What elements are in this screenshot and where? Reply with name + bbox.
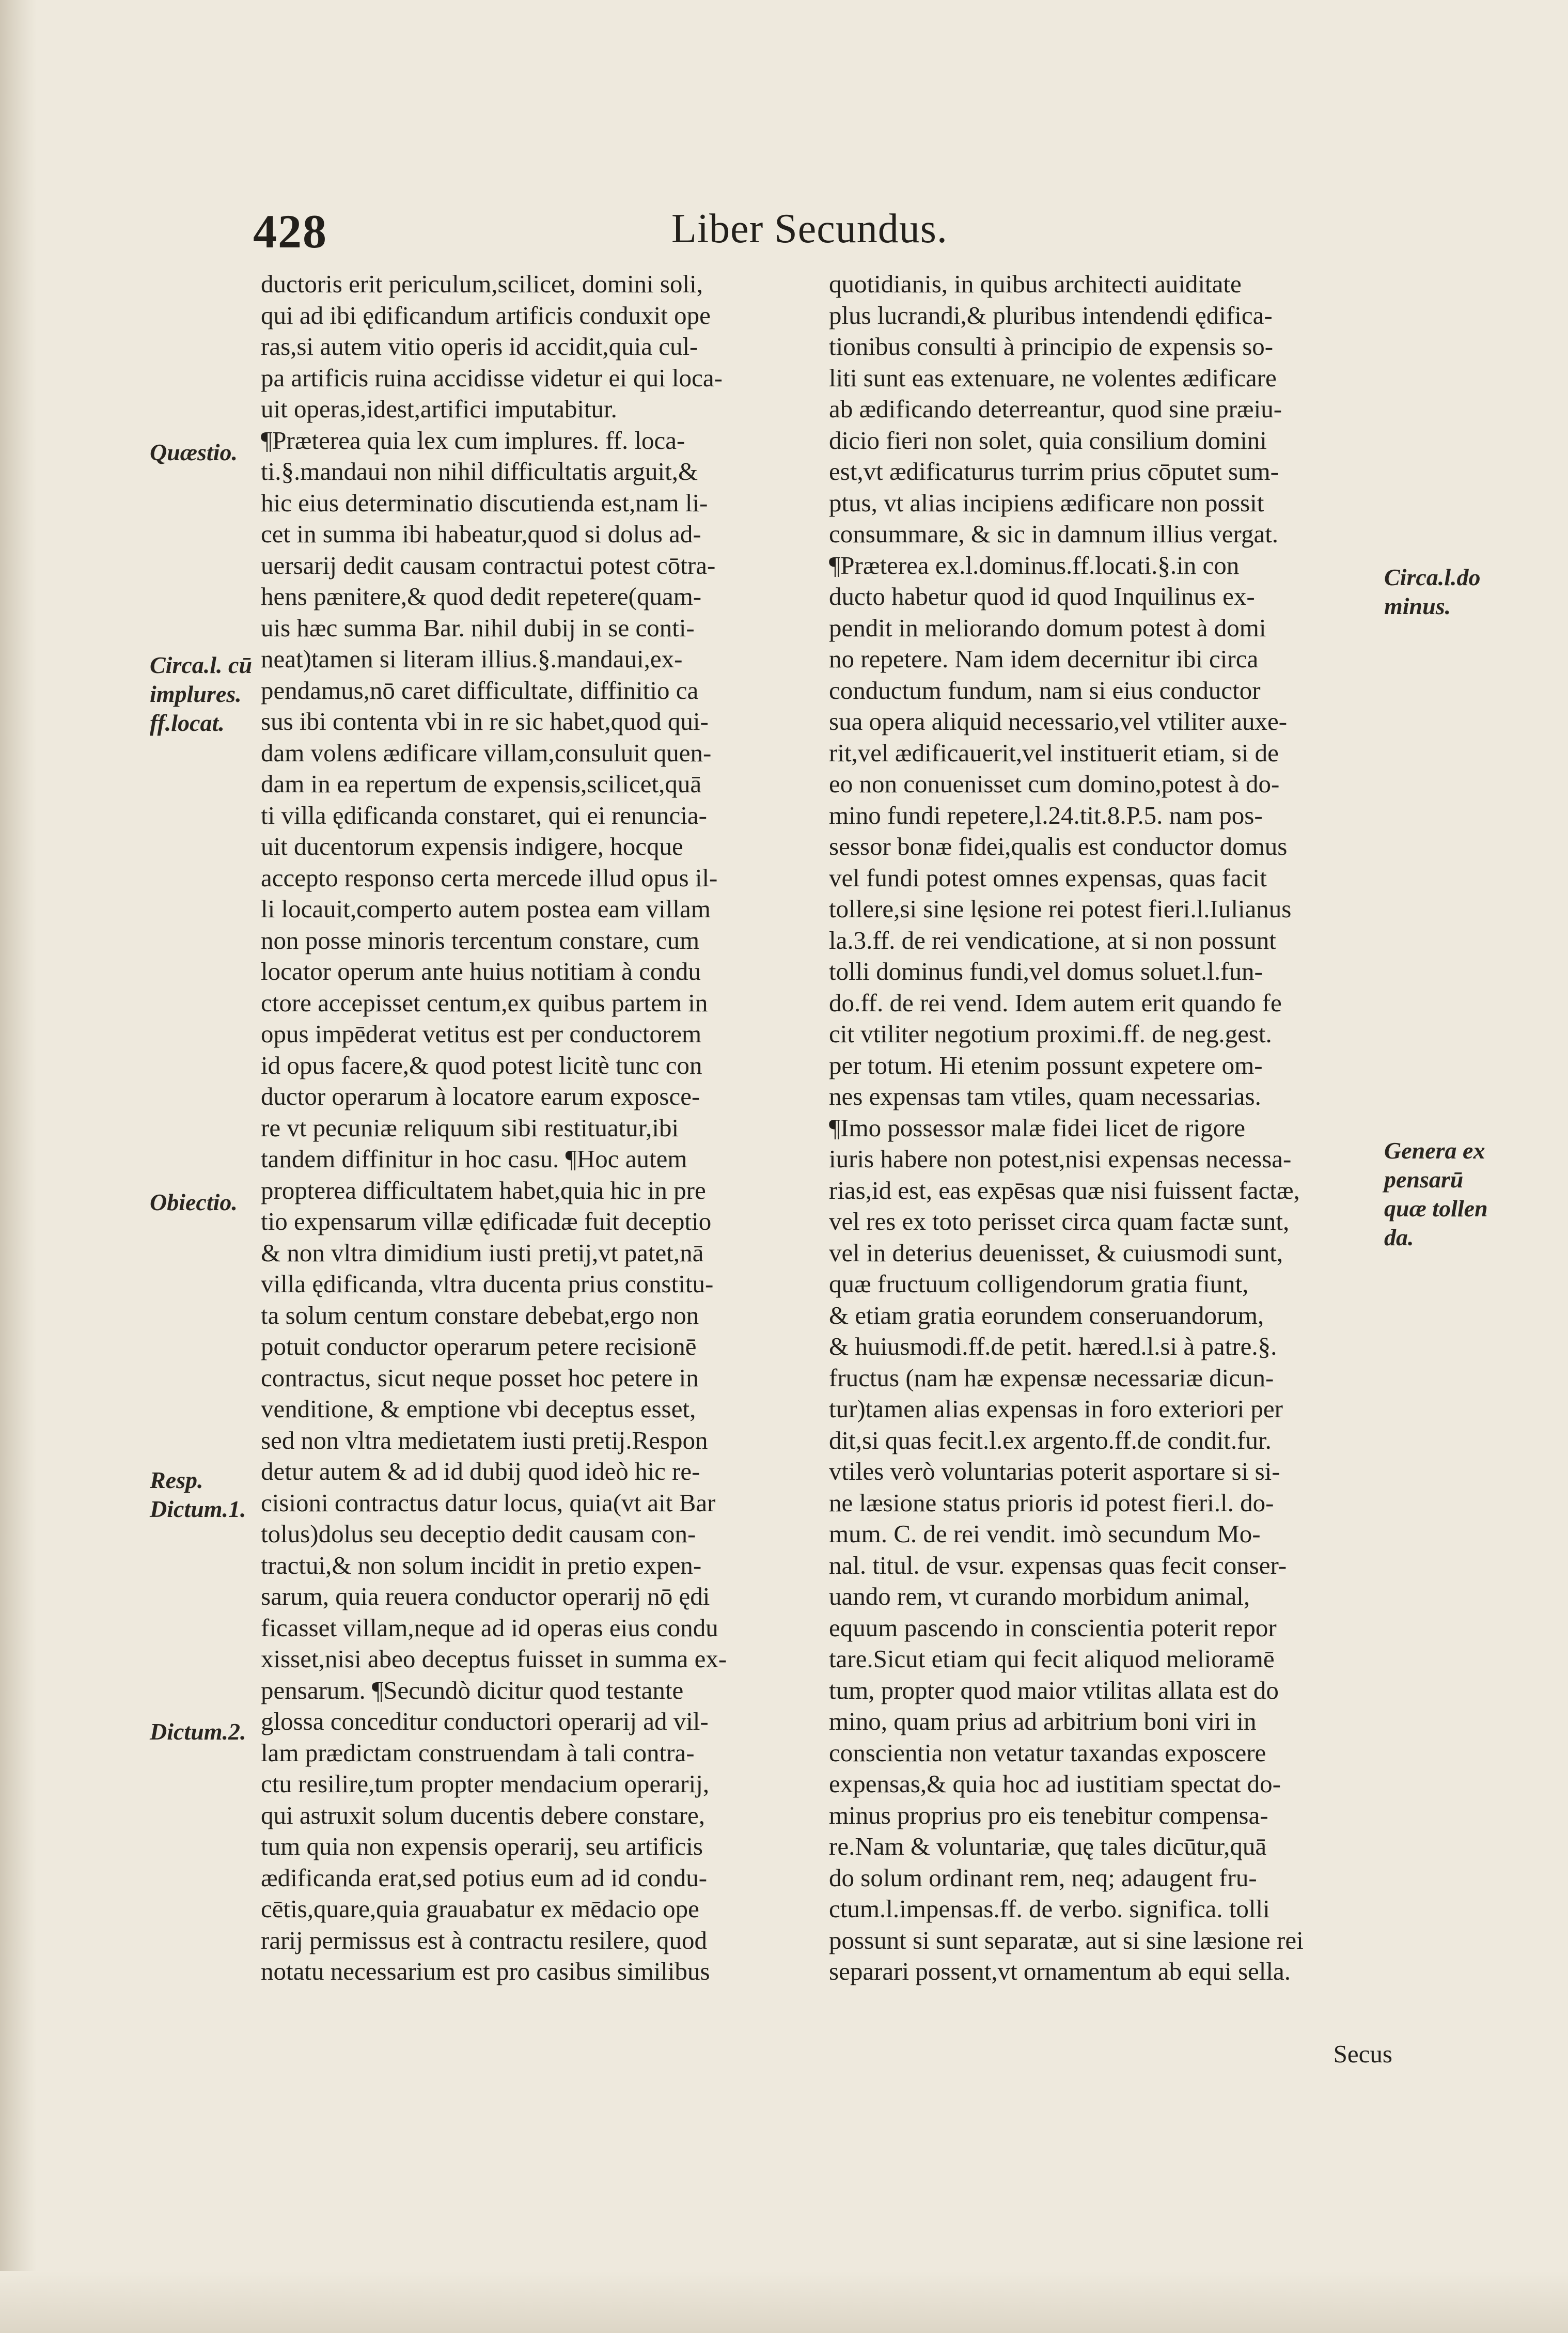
text-line: mino, quam prius ad arbitrium boni viri in	[829, 1707, 1257, 1735]
marginal-note-line: ff.locat.	[150, 710, 225, 736]
text-line: cētis,quare,quia grauabatur ex mēdacio ope	[261, 1894, 699, 1923]
running-head: Liber Secundus.	[671, 206, 948, 252]
text-line: ta solum centum constare debebat,ergo non	[261, 1301, 699, 1329]
text-line: glossa conceditur conductori operarij ad vil-	[261, 1707, 709, 1735]
text-line: qui ad ibi ędificandum artificis conduxit ope	[261, 301, 711, 330]
text-line: ædificanda erat,sed potius eum ad id condu-	[261, 1863, 708, 1892]
text-line: ctore accepisset centum,ex quibus partem in	[261, 988, 708, 1017]
page-number: 428	[253, 205, 327, 258]
text-line: dit,si quas fecit.l.ex argento.ff.de condit.fur.	[829, 1426, 1272, 1454]
text-line: ductoris erit periculum,scilicet, domini soli,	[261, 270, 703, 298]
text-line: id opus facere,& quod potest licitè tunc con	[261, 1051, 702, 1079]
marginal-note-line: Circa.l.do	[1384, 564, 1481, 590]
text-line: sarum, quia reuera conductor operarij nō ędi	[261, 1582, 710, 1610]
text-line: dam in ea repertum de expensis,scilicet,quā	[261, 770, 702, 798]
text-line: propterea difficultatem habet,quia hic in pre	[261, 1176, 706, 1204]
text-column-right	[829, 269, 1392, 1987]
text-line: notatu necessarium est pro casibus similibus	[261, 1957, 710, 1985]
marginal-note-line: Dictum.1.	[150, 1496, 246, 1522]
text-line: consummare, & sic in damnum illius vergat.	[829, 520, 1279, 548]
text-line: est,vt ædificaturus turrim prius cōputet sum-	[829, 457, 1279, 486]
text-line: tum quia non expensis operarij, seu artificis	[261, 1832, 703, 1860]
marginal-note-dictum2	[150, 1717, 263, 1746]
text-line: la.3.ff. de rei vendicatione, at si non possunt	[829, 926, 1276, 954]
text-line: nes expensas tam vtiles, quam necessarias.	[829, 1082, 1261, 1110]
text-line: uis hæc summa Bar. nihil dubij in se conti-	[261, 613, 695, 642]
text-line: sessor bonæ fidei,qualis est conductor domus	[829, 832, 1288, 860]
text-line: do solum ordinant rem, neq; adaugent fru-	[829, 1863, 1257, 1892]
marginal-note-line: Genera ex	[1384, 1137, 1485, 1164]
text-line: ¶Præterea quia lex cum implures. ff. loca-	[261, 426, 685, 455]
text-line: sua opera aliquid necessario,vel vtiliter auxe-	[829, 707, 1288, 735]
text-line: ctu resilire,tum propter mendacium operarij,	[261, 1770, 710, 1798]
text-line: tio expensarum villæ ędificadæ fuit deceptio	[261, 1207, 712, 1235]
text-line: sed non vltra medietatem iusti pretij.Respon	[261, 1426, 708, 1454]
text-line: re.Nam & voluntariæ, quę tales dicūtur,quā	[829, 1832, 1267, 1860]
marginal-note-circa-dominus	[1384, 563, 1555, 621]
text-line: uit operas,idest,artifici imputabitur.	[261, 395, 617, 423]
text-line: uersarij dedit causam contractui potest cōtra-	[261, 551, 716, 580]
text-line: cisioni contractus datur locus, quia(vt ait Bar	[261, 1488, 716, 1517]
marginal-note-circa-implures	[150, 651, 263, 738]
marginal-note-line: Dictum.2.	[150, 1718, 246, 1745]
text-line: & huiusmodi.ff.de petit. hæred.l.si à patre.§.	[829, 1332, 1277, 1360]
text-line: ptus, vt alias incipiens ædificare non possit	[829, 488, 1264, 517]
text-line: ab ædificando deterreantur, quod sine præiu-	[829, 395, 1282, 423]
text-line: tolus)dolus seu deceptio dedit causam con-	[261, 1520, 696, 1548]
text-line: locator operum ante huius notitiam à condu	[261, 957, 701, 985]
marginal-note-line: Circa.l. cū	[150, 652, 253, 678]
marginal-note-obiectio	[150, 1188, 263, 1217]
text-column-left	[261, 269, 813, 1987]
text-line: potuit conductor operarum petere recisionē	[261, 1332, 697, 1360]
text-line: pendamus,nō caret difficultate, diffinitio ca	[261, 676, 699, 704]
text-line: ctum.l.impensas.ff. de verbo. significa. tolli	[829, 1894, 1270, 1923]
catchword: Secus	[1333, 2040, 1392, 2068]
text-line: pa artificis ruina accidisse videtur ei qui loca-	[261, 363, 723, 392]
text-line: cet in summa ibi habeatur,quod si dolus ad-	[261, 520, 701, 548]
text-line: cit vtiliter negotium proximi.ff. de neg.gest.	[829, 1020, 1272, 1048]
text-line: conductum fundum, nam si eius conductor	[829, 676, 1261, 704]
marginal-note-line: Resp.	[150, 1467, 203, 1493]
text-line: tolli dominus fundi,vel domus soluet.l.fun-	[829, 957, 1263, 985]
text-line: fructus (nam hæ expensæ necessariæ dicun-	[829, 1363, 1274, 1392]
text-line: liti sunt eas extenuare, ne volentes ædificare	[829, 363, 1277, 392]
text-line: ras,si autem vitio operis id accidit,quia cul-	[261, 332, 698, 361]
text-line: neat)tamen si literam illius.§.mandaui,ex-	[261, 645, 683, 673]
marginal-note-line: implures.	[150, 681, 242, 707]
text-line: & etiam gratia eorundem conseruandorum,	[829, 1301, 1264, 1329]
text-line: li locauit,comperto autem postea eam villam	[261, 895, 711, 923]
marginal-note-questio	[150, 438, 263, 467]
marginal-note-line: Quæstio.	[150, 439, 238, 465]
text-line: tare.Sicut etiam qui fecit aliquod melioramē	[829, 1645, 1275, 1673]
text-line: non posse minoris tercentum constare, cum	[261, 926, 700, 954]
text-line: vel res ex toto perisset circa quam factæ sunt,	[829, 1207, 1290, 1235]
text-line: do.ff. de rei vend. Idem autem erit quando fe	[829, 988, 1282, 1017]
text-line: tur)tamen alias expensas in foro exteriori per	[829, 1395, 1283, 1423]
text-line: ne læsione status prioris id potest fieri.l. do-	[829, 1488, 1274, 1517]
text-line: uit ducentorum expensis indigere, hocque	[261, 832, 683, 860]
marginal-note-resp-dictum1	[150, 1466, 263, 1524]
text-line: tandem diffinitur in hoc casu. ¶Hoc autem	[261, 1145, 687, 1173]
text-line: dicio fieri non solet, quia consilium domini	[829, 426, 1267, 455]
text-line: hens pænitere,& quod dedit repetere(quam-	[261, 582, 702, 610]
text-line: tum, propter quod maior vtilitas allata est do	[829, 1676, 1279, 1704]
text-line: vel fundi potest omnes expensas, quas facit	[829, 863, 1267, 892]
text-line: eo non conuenisset cum domino,potest à do-	[829, 770, 1280, 798]
text-line: uando rem, vt curando morbidum animal,	[829, 1582, 1250, 1610]
text-line: quotidianis, in quibus architecti auiditate	[829, 270, 1242, 298]
text-line: qui astruxit solum ducentis debere constare,	[261, 1800, 705, 1829]
text-line: & non vltra dimidium iusti pretij,vt patet,nā	[261, 1238, 704, 1267]
text-line: ¶Imo possessor malæ fidei licet de rigore	[829, 1113, 1246, 1142]
text-line: contractus, sicut neque posset hoc petere in	[261, 1363, 699, 1392]
text-line: venditione, & emptione vbi deceptus esset,	[261, 1395, 696, 1423]
text-line: mino fundi repetere,l.24.tit.8.P.5. nam pos-	[829, 801, 1263, 829]
text-line: accepto responso certa mercede illud opus il-	[261, 863, 718, 892]
text-line: villa ędificanda, vltra ducenta prius constitu-	[261, 1270, 714, 1298]
marginal-note-genera-expensarum	[1384, 1136, 1555, 1252]
text-line: rit,vel ædificauerit,vel instituerit etiam, si de	[829, 738, 1279, 767]
page-shadow-left	[0, 0, 36, 2333]
text-line: pensarum. ¶Secundò dicitur quod testante	[261, 1676, 684, 1704]
text-line: nal. titul. de vsur. expensas quas fecit conser-	[829, 1551, 1287, 1579]
text-line: equum pascendo in conscientia poterit repor	[829, 1613, 1277, 1642]
text-line: dam volens ædificare villam,consuluit quen-	[261, 738, 712, 767]
text-line: ti.§.mandaui non nihil difficultatis arguit,&	[261, 457, 698, 486]
text-line: re vt pecuniæ reliquum sibi restituatur,ibi	[261, 1113, 679, 1142]
text-line: tionibus consulti à principio de expensis so-	[829, 332, 1274, 361]
text-line: opus impēderat vetitus est per conductorem	[261, 1020, 702, 1048]
text-line: quæ fructuum colligendorum gratia fiunt,	[829, 1270, 1249, 1298]
page-shadow-bottom	[0, 2271, 1568, 2333]
text-line: ti villa ędificanda constaret, qui ei renuncia-	[261, 801, 707, 829]
text-line: minus proprius pro eis tenebitur compensa-	[829, 1800, 1268, 1829]
text-line: vel in deterius deuenisset, & cuiusmodi sunt,	[829, 1238, 1283, 1267]
text-line: possunt si sunt separatæ, aut si sine læsione rei	[829, 1925, 1304, 1954]
text-line: ¶Præterea ex.l.dominus.ff.locati.§.in con	[829, 551, 1240, 580]
text-line: expensas,& quia hoc ad iustitiam spectat do-	[829, 1770, 1281, 1798]
text-line: tollere,si sine lęsione rei potest fieri.l.Iulianus	[829, 895, 1292, 923]
text-line: rias,id est, eas expēsas quæ nisi fuissent factæ,	[829, 1176, 1300, 1204]
text-line: hic eius determinatio discutienda est,nam li-	[261, 488, 708, 517]
text-line: rarij permissus est à contractu resilere, quod	[261, 1925, 708, 1954]
text-line: sus ibi contenta vbi in re sic habet,quod qui-	[261, 707, 709, 735]
text-line: detur autem & ad id dubij quod ideò hic re-	[261, 1457, 700, 1485]
text-line: conscientia non vetatur taxandas exposcere	[829, 1738, 1266, 1767]
text-line: ficasset villam,neque ad id operas eius condu	[261, 1613, 718, 1642]
text-line: ducto habetur quod id quod Inquilinus ex-	[829, 582, 1255, 610]
marginal-note-line: minus.	[1384, 593, 1451, 619]
text-line: no repetere. Nam idem decernitur ibi circa	[829, 645, 1259, 673]
text-line: xisset,nisi abeo deceptus fuisset in summa ex-	[261, 1645, 727, 1673]
text-line: separari possent,vt ornamentum ab equi sella.	[829, 1957, 1291, 1985]
marginal-note-line: pensarū	[1384, 1166, 1464, 1193]
text-line: pendit in meliorando domum potest à domi	[829, 613, 1266, 642]
text-line: ductor operarum à locatore earum exposce-	[261, 1082, 700, 1110]
marginal-note-line: Obiectio.	[150, 1189, 238, 1215]
text-line: vtiles verò voluntarias poterit asportare si si-	[829, 1457, 1280, 1485]
marginal-note-line: quæ tollen	[1384, 1195, 1488, 1222]
text-line: per totum. Hi etenim possunt expetere om-	[829, 1051, 1263, 1079]
text-line: lam prædictam construendam à tali contra-	[261, 1738, 695, 1767]
text-line: plus lucrandi,& pluribus intendendi ędifica-	[829, 301, 1273, 330]
text-line: mum. C. de rei vendit. imò secundum Mo-	[829, 1520, 1261, 1548]
text-line: iuris habere non potest,nisi expensas necessa-	[829, 1145, 1292, 1173]
text-line: tractui,& non solum incidit in pretio expen-	[261, 1551, 702, 1579]
marginal-note-line: da.	[1384, 1224, 1414, 1250]
